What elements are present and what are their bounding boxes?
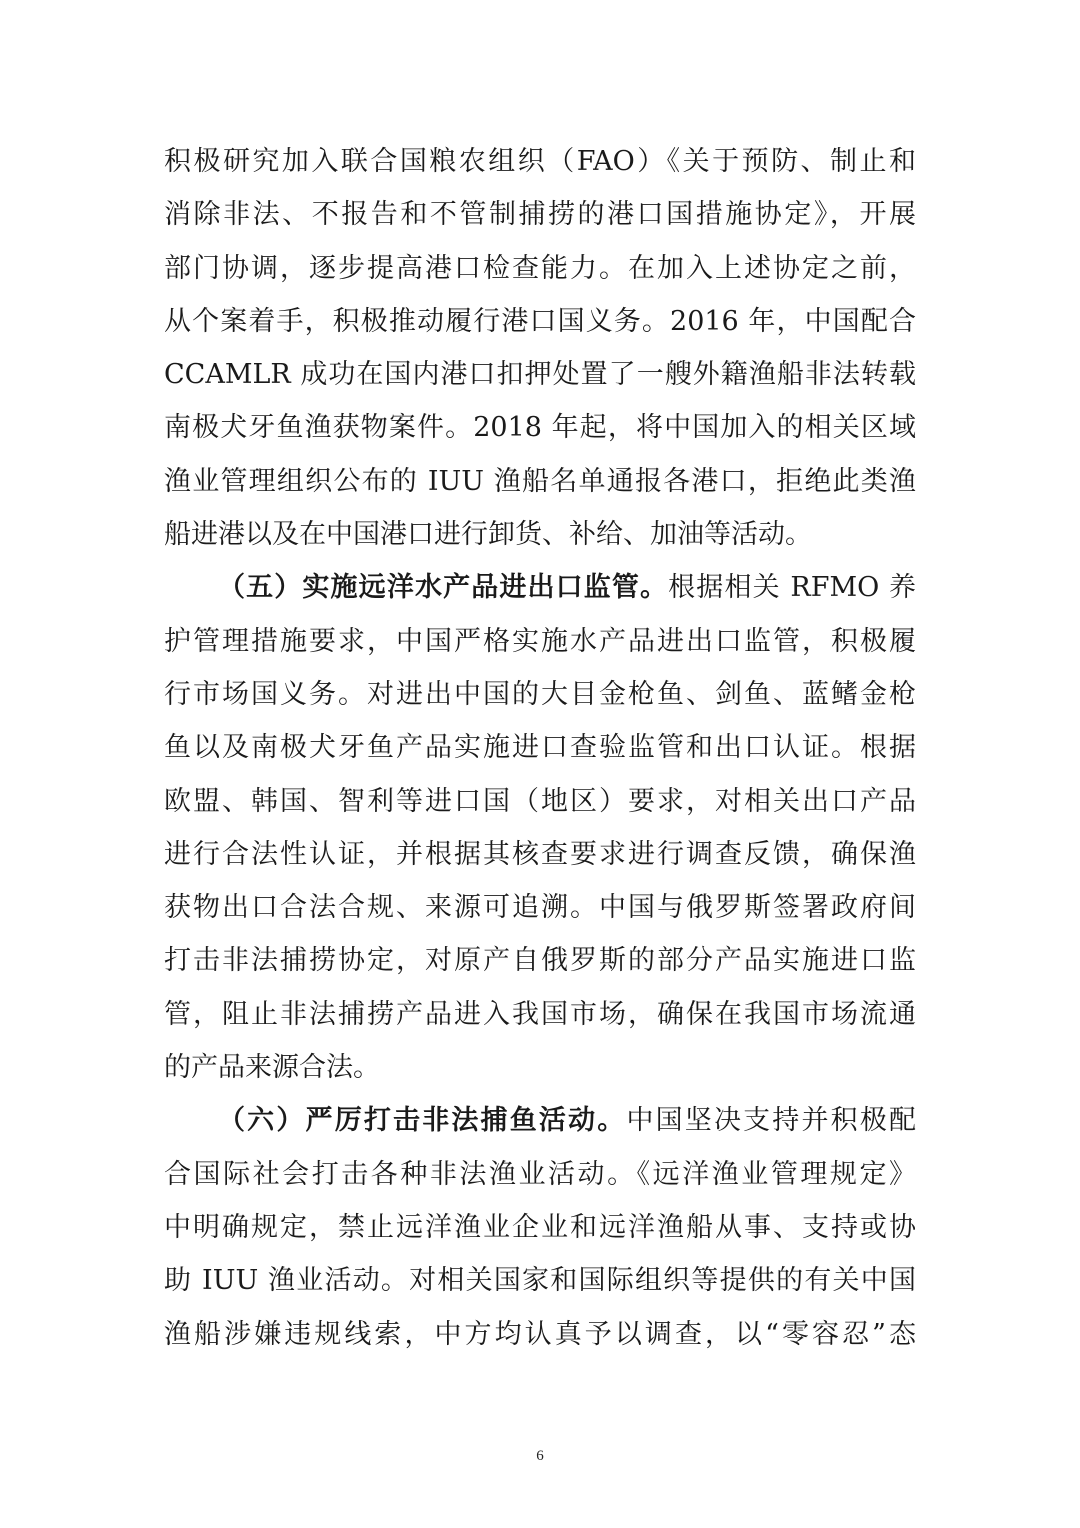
text-line: 欧盟、韩国、智利等进口国（地区）要求，对相关出口产品 <box>164 785 916 817</box>
body-text <box>164 135 916 1361</box>
text-line: CCAMLR 成功在国内港口扣押处置了一艘外籍渔船非法转载 <box>164 359 916 391</box>
text-line: 行市场国义务。对进出中国的大目金枪鱼、剑鱼、蓝鳍金枪 <box>164 678 916 710</box>
text-line: 护管理措施要求，中国严格实施水产品进出口监管，积极履 <box>164 625 916 657</box>
page-number: 6 <box>536 1448 544 1464</box>
paragraph-port-state-measures <box>164 135 916 561</box>
section-heading-6: （六）严厉打击非法捕鱼活动。 <box>218 1105 627 1137</box>
text-line: 助 IUU 渔业活动。对相关国家和国际组织等提供的有关中国 <box>164 1265 916 1297</box>
text-line: 鱼以及南极犬牙鱼产品实施进口查验监管和出口认证。根据 <box>164 732 916 764</box>
text-line: 渔船涉嫌违规线索，中方均认真予以调查，以“零容忍”态 <box>164 1318 916 1350</box>
text-line: 渔业管理组织公布的 IUU 渔船名单通报各港口，拒绝此类渔 <box>164 465 916 497</box>
section-heading-5: （五）实施远洋水产品进出口监管。 <box>218 572 669 604</box>
paragraph-illegal-fishing-crackdown <box>164 1094 916 1360</box>
text-line: 中明确规定，禁止远洋渔业企业和远洋渔船从事、支持或协 <box>164 1211 916 1243</box>
text-line: 南极犬牙鱼渔获物案件。2018 年起，将中国加入的相关区域 <box>164 412 916 444</box>
text-line: 从个案着手，积极推动履行港口国义务。2016 年，中国配合 <box>164 305 916 337</box>
text-line: 积极研究加入联合国粮农组织（FAO）《关于预防、制止和 <box>164 146 916 177</box>
text-line: 进行合法性认证，并根据其核查要求进行调查反馈，确保渔 <box>164 838 916 870</box>
text-span: 根据相关 RFMO 养 <box>668 572 916 604</box>
text-line: 管，阻止非法捕捞产品进入我国市场，确保在我国市场流通 <box>164 998 916 1030</box>
text-line: 打击非法捕捞协定，对原产自俄罗斯的部分产品实施进口监 <box>164 945 916 977</box>
paragraph-import-export-supervision <box>164 561 916 1094</box>
text-line <box>164 1094 916 1147</box>
text-line <box>164 561 916 614</box>
text-line: 部门协调，逐步提高港口检查能力。在加入上述协定之前， <box>164 252 916 284</box>
text-line: 的产品来源合法。 <box>164 1052 380 1084</box>
text-line: 船进港以及在中国港口进行卸货、补给、加油等活动。 <box>164 519 812 551</box>
text-line: 消除非法、不报告和不管制捕捞的港口国措施协定》，开展 <box>164 199 916 231</box>
text-line: 合国际社会打击各种非法渔业活动。《远洋渔业管理规定》 <box>164 1158 916 1190</box>
text-span: 中国坚决支持并积极配 <box>626 1105 916 1137</box>
text-line: 获物出口合法合规、来源可追溯。中国与俄罗斯签署政府间 <box>164 892 916 924</box>
